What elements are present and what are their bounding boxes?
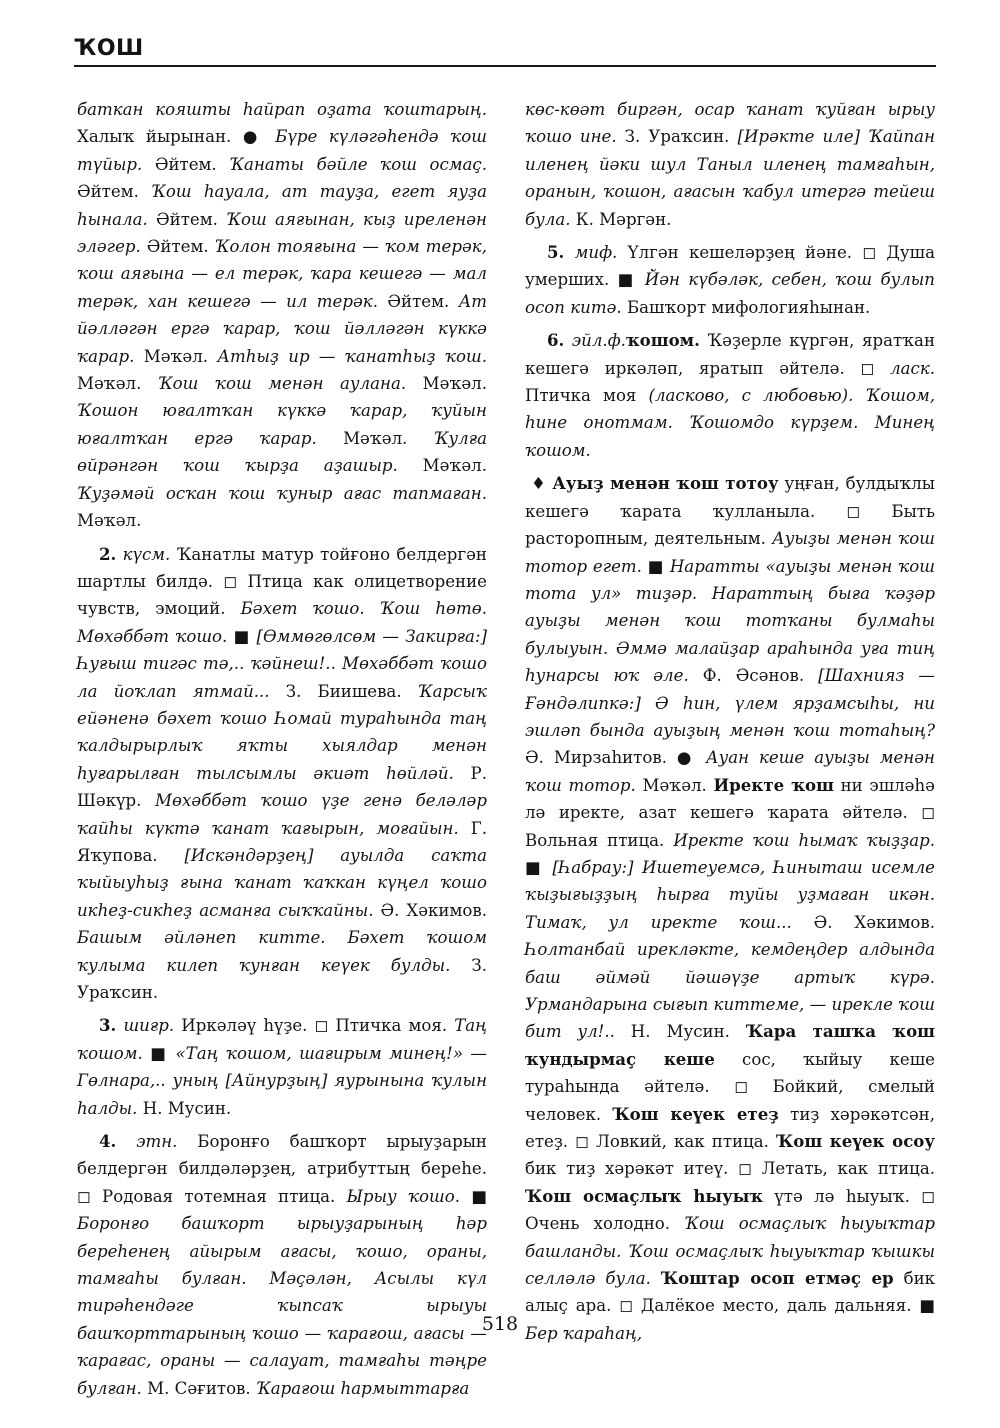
entry-paragraph: 3. шиғр. Иркәләү һүҙе. ◻ Птичка моя. Таң ҡошом. ■ «Таң ҡошом, шағирым минең!» — Гөлнара,.. уның [Айнурҙың] яурынына ҡулын һалды. Н. Мусин. — [77, 1015, 487, 1118]
right-column — [525, 96, 935, 1353]
entry-paragraph: 6. эйл.ф.ҡошом. Ҡәҙерле күргән, яратҡан кешегә иркәләп, яратып әйтелә. ◻ ласк. Птичка моя (ласково, с любовью). Ҡошом, һине онотмам. Ҡошомдо күрҙем. Минең ҡошом. — [525, 330, 936, 460]
entry-paragraph: 4. этн. Боронғо башҡорт ырыуҙарын белдергән билдәләрҙең, атрибуттың береһе. ◻ Родовая тотемная птица. Ырыу ҡошо. ■ Боронғо башҡорт ырыуҙарының һәр береһенең айырым ағасы, ҡошо, ораны, тамғаһы булған. Мәҫәлән, Асылы күл тирәһендәге ҡыпсаҡ ырыуы башҡорттарының ҡошо — ҡарағош, ағасы — ҡарағас, ораны — салауат, тамғаһы тәңре булған. М. Сәғитов. Ҡарағош һармыттарға — [77, 1131, 488, 1398]
entry-paragraph: 5. миф. Үлгән кешеләрҙең йәне. ◻ Душа умерших. ■ Йән күбәләк, себен, ҡош булып осоп китә. Башҡорт мифологияһынан. — [525, 242, 935, 317]
page-header-title: ҠОШ — [74, 36, 144, 61]
entry-paragraph: баткан кояшты һайрап оҙата ҡоштарың. Халыҡ йырынан. ● Бүре күләгәһендә ҡош түйыр. Әйтем. Ҡанаты бәйле ҡош осмаҫ. Әйтем. Ҡош һауала, ат тауҙа, егет яуҙа һынала. Әйтем. Ҡош аяғынан, кыҙ иреленән эләгер. Әйтем. Ҡолон тояғына — ҡом терәк, ҡош аяғына — ел терәк, ҡара кешегә — мал терәк, хан кешегә — ил терәк. Әйтем. Ат йәлләгән ергә ҡарар, ҡош йәлләгән күккә ҡарар. Мәҡәл. Атһыҙ ир — ҡанатһыҙ ҡош. Мәҡәл. Ҡош ҡош менән аулана. Мәҡәл. Ҡошон юғалтҡан күккә ҡарар, ҡуйын юғалтҡан ергә ҡарар. Мәҡәл. Ҡулға өйрәнгән ҡош ҡырҙа аҙашыр. Мәҡәл. Ҡуҙәмәй осҡан ҡош ҡуныр ағас тапмаған. Мәҡәл. — [77, 100, 487, 531]
header-divider — [74, 65, 936, 67]
entry-paragraph: көс-көәт биргән, осар ҡанат ҡуйған ырыу ҡошо ине. З. Ураҡсин. [Ирәкте иле] Ҡайпан иленең йәки шул Таныл иленең тамғаһын, оранын, ҡошон, ағасын ҡабул итергә тейеш була. К. Мәргән. — [525, 100, 935, 229]
left-column — [77, 96, 487, 1408]
page-number: 518 — [481, 1313, 519, 1335]
entry-paragraph: 2. күсм. Ҡанатлы матур тойғоно белдергән шартлы билдә. ◻ Птица как олицетворение чувств, эмоций. Бәхет ҡошо. Ҡош һөтө. Мөхәббәт ҡошо. ■ [Өммөгөлсөм — Закирға:] Һуғыш тигәс тә,.. ҡәйнеш!.. Мөхәббәт ҡошо ла йоҡлап ятмай... З. Биишева. Ҡарсыҡ ейәненә бәхет ҡошо Һомай тураһында таң ҡалдырырлыҡ яҡты хыялдар менән һуғарылған тылсымлы әкиәт һөйләй. Р. Шәкүр. Мөхәббәт ҡошо үҙе генә беләләр ҡайһы күктә ҡанат ҡағырын, моғайын. Г. Яҡупова. [Искәндәрҙең] ауылда саҡта ҡыйыуһыҙ ғына ҡанат ҡаҡкан күңел ҡошо икһеҙ-сикһеҙ асманға сыҡҡайны. Ә. Хәкимов. Башым әйләнеп китте. Бәхет ҡошом ҡулыма килеп ҡунған кеүек булды. З. Ураҡсин. — [77, 543, 488, 1002]
entry-paragraph: ♦ Ауыҙ менән ҡош тотоу уңған, булдыҡлы кешегә ҡарата ҡулланыла. ◻ Быть расторопным, деятельным. Ауыҙы менән ҡош тотор егет. ■ Наратты «ауыҙы менән ҡош тота ул» тиҙәр. Нараттың быға ҡәҙәр ауыҙы менән ҡош тотҡаны булмаһы булыуын. Әммә малайҙар араһында уға тиң һунарсы юҡ әле. Ф. Әсәнов. [Шахнияз — Ғәндәлипкә:] Ә һин, үлем ярҙамсыһы, ни эшләп бында ауыҙың менән ҡош тотаһың? Ә. Мирзаһитов. ● Ауан кеше ауыҙы менән ҡош тотор. Мәҡәл. Иректе ҡош ни эшләһә лә иректе, азат кешегә ҡарата әйтелә. ◻ Вольная птица. Иректе ҡош һымаҡ ҡыҙҙар. ■ [Һабрау:] Ишетеуемсә, Һиныташ исемле ҡыҙығыҙҙың һырға туйы уҙмаған икән. Тимаҡ, ул иректе ҡош... Ә. Хәкимов. Һолтанбай ирекләкте, кемдеңдер алдында баш әймәй йәшәүҙе артыҡ күрә. Урмандарына сығып киттеме, — ирекле ҡош бит ул!.. Н. Мусин. Ҡара ташҡа ҡош ҡундырмаҫ кеше сос, ҡыйыу кеше тураһында әйтелә. ◻ Бойкий, смелый человек. Ҡош кеүек етеҙ тиҙ хәрәкәтсән, етеҙ. ◻ Ловкий, как птица. Ҡош кеүек осоу бик тиҙ хәрәкәт итеү. ◻ Летать, как птица. Ҡош осмаҫлыҡ һыуыҡ үтә лә һыуыҡ. ◻ Очень холодно. Ҡош осмаҫлыҡ һыуыҡтар башланды. Ҡош осмаҫлыҡ һыуыҡтар ҡышкы селләлә була. Ҡоштар осоп етмәҫ ер бик алыҫ ара. ◻ Далёкое место, даль дальняя. ■ Бер ҡараһаң, — [525, 473, 936, 1343]
